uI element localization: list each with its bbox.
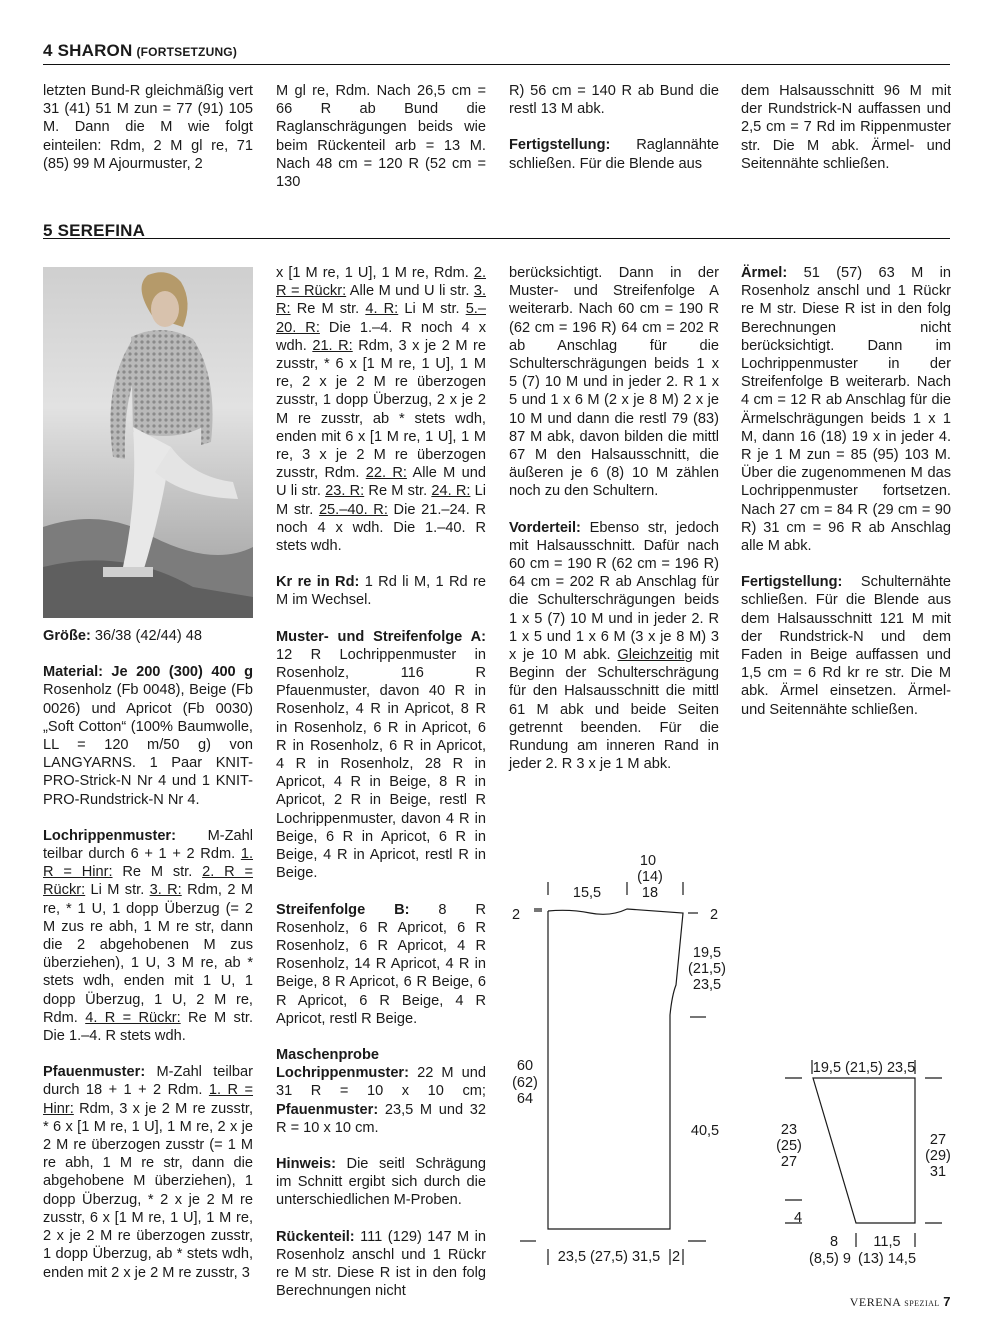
sleeve-outline [813, 1078, 915, 1223]
svg-text:10: 10 [639, 853, 657, 869]
serefina-col-4: Ärmel: 51 (57) 63 M in Rosenholz anschl und 1 Rückr re M str. Diese R ist in den folg Berechnungen nicht berücksichtigt. Dann im Lochrippenmuster in der Streifenfolge B weiterarb. Nach 4 cm = 12 R ab Anschlag für die Ärmelschrägungen beids 1 x 1 M, dann 16 (18) 19 x in jeder 4. R je 1 M zun = 85 (95) 103 M. Über die zugenommenen M das Lochrippenmuster fortsetzen. Nach 27 cm = 84 R (29 cm = 90 R) 31 cm = 96 R ab Anschlag alle M abk. Fertigstellung: Schulternähte schließen. Für die Blende aus dem Halsausschnitt 121 M mit der Rundstrick-N und dem Faden in Beige auffassen und 1,5 cm = 6 Rd kr re str. Die M abk. Ärmel einsetzen. Ärmel- und Seitennähte schließen. [741, 265, 951, 718]
sharon-col-4: dem Halsausschnitt 96 M mit der Rundstrick-N auffassen und 2,5 cm = 7 Rd im Rippenmuster str. Die M abk. Ärmel- und Seitennähte schließen. [741, 83, 951, 172]
svg-text:11,5: 11,5 [873, 1234, 901, 1250]
svg-text:2: 2 [710, 907, 719, 923]
svg-text:23: 23 [780, 1122, 798, 1138]
svg-text:(29): (29) [925, 1148, 951, 1164]
section-title-sharon: 4 SHARON (FORTSETZUNG) [43, 41, 238, 60]
section-rule [43, 64, 950, 65]
model-photo [43, 267, 253, 618]
svg-text:19,5 (21,5) 23,5: 19,5 (21,5) 23,5 [812, 1060, 916, 1076]
svg-text:15,5: 15,5 [572, 885, 602, 901]
serefina-col-1: Größe: 36/38 (42/44) 48 Material: Je 200 (300) 400 g Rosenholz (Fb 0048), Beige (Fb 0026) und Apricot (Fb 0030) „Soft Cotton“ (100% Baumwolle, LL = 120 m/50 g) von LANGYARNS. 1 Paar KNIT-PRO-Strick-N Nr 4 und 1 KNIT-PRO-Rundstrick-N Nr 4. Lochrippenmuster: M-Zahl teilbar durch 6 + 1 + 2 Rdm. 1. R = Hinr: Re M str. 2. R = Rückr: Li M str. 3. R: Rdm, 2 M re, * 1 U, 1 dopp Überzug (= 2 M zus re abh, 1 M re str, dann die 2 abgehobenen M zus überziehen), 1 U, 3 M re, ab * stets wdh, enden mit 1 U, 1 dopp Überzug, 1 U, 2 M re, Rdm. 4. R = Rückr: Re M str. Die 1.–4. R stets wdh. Pfauenmuster: M-Zahl teilbar durch 18 + 1 + 2 Rdm. 1. R = Hinr: Rdm, 3 x je 2 M re zusstr, * 6 x [1 M re, 1 U], 1 M re, 2 x je 2 M re überzogen zusstr (= 1 M re abh, 1 M re str, dann die abgehobene M überziehen), 1 dopp Überzug, * 2 x je 2 M re zusstr, 6 x [1 M re, 1 U], 1 M re, 2 x je 2 M re überzogen zusstr, 1 dopp Überzug, ab * stets wdh, enden mit 2 x je 2 M re zusstr, 3 [43, 628, 254, 1281]
section-title-serefina: 5 SEREFINA [43, 221, 146, 240]
svg-text:(25): (25) [776, 1138, 802, 1154]
svg-text:60: 60 [516, 1058, 534, 1074]
sharon-col-3: R) 56 cm = 140 R ab Bund die restl 13 M abk. Fertigstellung: Raglannähte schließen. Für die Blende aus [509, 83, 719, 172]
svg-text:31: 31 [929, 1164, 947, 1180]
svg-text:19,5: 19,5 [692, 945, 722, 961]
svg-text:2: 2 [512, 907, 521, 923]
svg-text:23,5: 23,5 [692, 977, 722, 993]
svg-text:40,5: 40,5 [690, 1123, 720, 1139]
svg-text:8: 8 [829, 1234, 839, 1250]
svg-text:18: 18 [641, 885, 659, 901]
serefina-col-2: x [1 M re, 1 U], 1 M re, Rdm. 2. R = Rückr: Alle M und U li str. 3. R: Re M str. 4. R: Li M str. 5.–20. R: Die 1.–4. R noch 4 x wdh. 21. R: Rdm, 3 x je 2 M re zusstr, * 6 x [1 M re, 1 U], 1 M re, 2 x je 2 M re überzogen zusstr, 1 dopp Überzug, 2 x je 2 M re zusstr, ab * stets wdh, enden mit 6 x [1 M re, 1 U], 1 M re, 3 x je 2 M re überzogen zusstr, Rdm. 22. R: Alle M und U li str. 23. R: Re M str. 24. R: Li M str. 25.–40. R: Die 21.–24. R noch 4 x wdh. Die 1.–40. R stets wdh. Kr re in Rd: 1 Rd li M, 1 Rd re M im Wechsel. Muster- und Streifenfolge A: 12 R Lochrippenmuster in Rosenholz, 116 R Pfauenmuster, davon 40 R in Rosenholz, 4 R in Apricot, 8 R in Rosenholz, 6 R in Apricot, 6 R in Rosenholz, 6 R in Apricot, 4 R in Rosenholz, 28 R in Apricot, 4 R in Beige, 8 R in Apricot, 2 R in Beige, restl R Lochrippenmuster, davon 4 R in Beige, 6 R in Apricot, 6 R in Beige, 4 R in Apricot, restl R in Beige. Streifenfolge B: 8 R Rosenholz, 6 R Apricot, 6 R Rosenholz, 6 R Apricot, 4 R Rosenholz, 14 R Apricot, 4 R in Beige, 8 R Apricot, 6 R Beige, 6 R Apricot, 6 R Beige, 4 R Apricot, restl R Beige. Maschenprobe Lochrippenmuster: 22 M und 31 R = 10 x 10 cm; Pfauenmuster: 23,5 M und 32 R = 10 x 10 cm. Hinweis: Die seitl Schrägung im Schnitt ergibt sich durch die unterschiedlichen M-Proben. Rückenteil: 111 (129) 147 M in Rosenholz anschl und 1 Rückr re M str. Diese R ist in den folg Berechnungen nicht [276, 265, 487, 1300]
body-schematic [500, 845, 740, 1275]
svg-text:(13) 14,5: (13) 14,5 [857, 1251, 917, 1267]
sharon-col-1: letzten Bund-R gleichmäßig vert 31 (41) 51 M zun = 77 (91) 105 M. Dann die M wie folgt einteilen: Rdm, 2 M gl re, 71 (85) 99 M Ajourmuster, 2 [43, 83, 253, 172]
svg-text:2: 2 [671, 1249, 681, 1265]
svg-text:27: 27 [929, 1132, 947, 1148]
svg-text:(62): (62) [512, 1075, 538, 1091]
page-number: 7 [943, 1294, 951, 1309]
sharon-col-2: M gl re, Rdm. Nach 26,5 cm = 66 R ab Bund die Raglanschrägungen beids wie beim Rückenteil arb = 13 M. Nach 48 cm = 120 R (52 cm = 130 [276, 83, 486, 191]
svg-text:(8,5) 9: (8,5) 9 [809, 1251, 851, 1267]
serefina-col-3: berücksichtigt. Dann in der Muster- und Streifenfolge A weiterarb. Nach 60 cm = 190 R (62 cm = 196 R) 64 cm = 202 R ab Anschlag für die Schulterschrägungen beids 1 x 5 (7) 10 M und in jeder 2. R 1 x 5 und 1 x 6 M (2 x je 8 M) 2 x je 10 M und dann die restl 79 (83) 87 M abk, davon bilden die mittl 67 M den Halsausschnitt, die äußeren je 6 (8) 10 M zählen noch zu den Schultern. Vorderteil: Ebenso str, jedoch mit Halsausschnitt. Dafür nach 60 cm = 190 R (62 cm = 196 R) 64 cm = 202 R ab Anschlag für die Schulterschrägungen beids 1 x 5 (7) 10 M und in jeder 2. R 1 x 5 und 1 x 6 M (3 x je 8 M) 3 x je 10 M abk. Gleichzeitig mit Beginn der Schulterschrägung für den Halsausschnitt die mittl 61 M abk und beide Seiten getrennt beenden. Für die Rundung am inneren Rand in jeder 2. R 3 x je 1 M abk. [509, 265, 719, 773]
svg-text:(21,5): (21,5) [688, 961, 726, 977]
svg-text:(14): (14) [637, 869, 663, 885]
section-rule [43, 238, 950, 239]
svg-text:23,5 (27,5) 31,5: 23,5 (27,5) 31,5 [557, 1249, 661, 1265]
svg-text:64: 64 [516, 1091, 534, 1107]
svg-text:4: 4 [793, 1210, 803, 1226]
sleeve-schematic [760, 1048, 960, 1278]
svg-text:27: 27 [780, 1154, 798, 1170]
page-footer: VERENA SPEZIAL 7 [849, 1294, 951, 1309]
body-outline [548, 909, 683, 1229]
